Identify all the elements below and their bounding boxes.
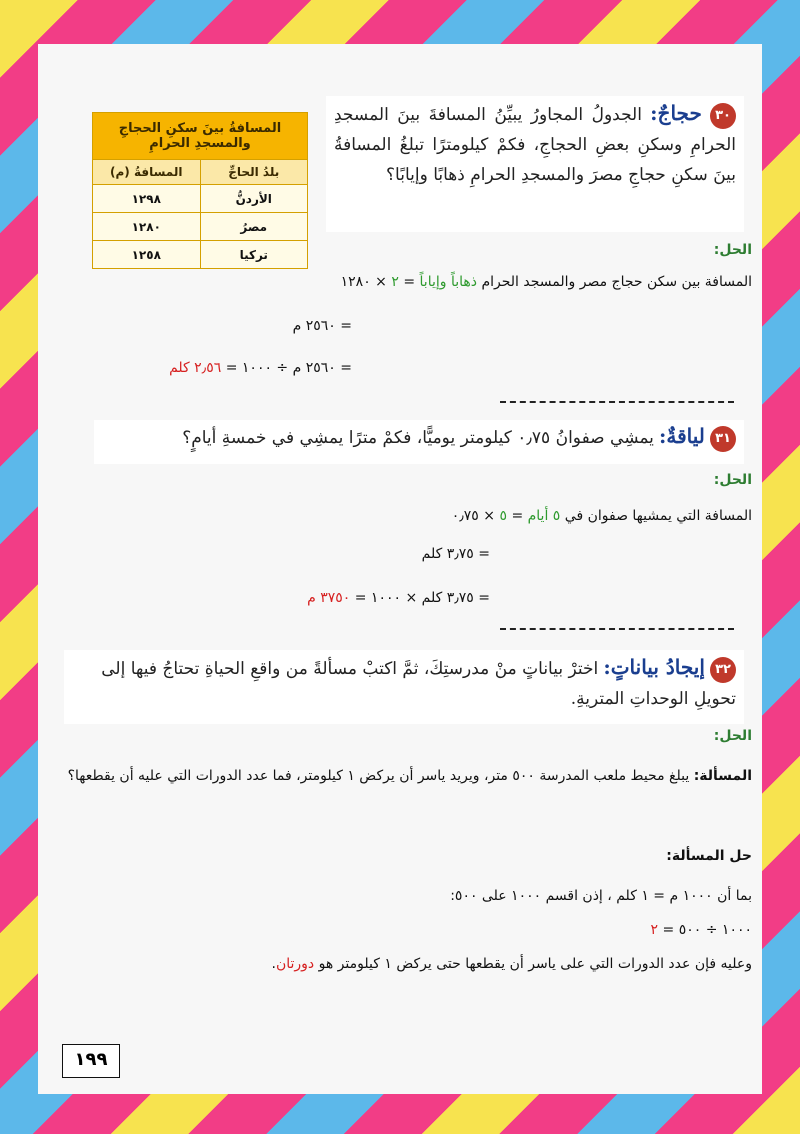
- table-cell-distance: ١٢٩٨: [93, 185, 201, 213]
- table-row: [93, 241, 308, 269]
- solution-label: الحل:: [713, 728, 752, 744]
- page-number: ١٩٩: [62, 1044, 120, 1078]
- table-title: المسافةُ بينَ سكنِ الحجاجِ والمسجدِ الحرامِ: [93, 113, 308, 160]
- equals-sign: =: [511, 508, 524, 524]
- line-text: وعليه فإن عدد الدورات التي على ياسر أن يقطعها حتى يركض ١ كيلومتر هو: [318, 956, 752, 972]
- table-cell-distance: ١٢٥٨: [93, 241, 201, 269]
- q31-solution-line-1: [452, 508, 752, 524]
- answer-red: ٢: [650, 922, 659, 938]
- factor-green: ٥: [499, 508, 507, 524]
- section-divider: [500, 401, 734, 403]
- line-text: .: [271, 956, 276, 972]
- question-number-badge: ٣١: [710, 426, 736, 452]
- highlight-green: ذهاباً وإياباً: [419, 274, 478, 290]
- equals-sign: =: [403, 274, 416, 290]
- question-32-box: [64, 650, 744, 724]
- solve-label: حل المسألة:: [666, 848, 752, 864]
- line-text: = ٣٫٧٥ كلم × ١٠٠٠ =: [354, 590, 490, 606]
- solution-label: الحل:: [713, 472, 752, 488]
- table-row: [93, 185, 308, 213]
- table-cell-country: الأردنُّ: [200, 185, 308, 213]
- factor-green: ٢: [391, 274, 399, 290]
- question-text: يمشِي صفوانُ ٠٫٧٥ كيلومتر يوميًّا، فكمْ مترًا يمشِي في خمسةِ أيامٍ؟: [182, 428, 654, 448]
- q30-solution-line-1: [341, 274, 752, 290]
- table-header-distance: المسافةُ (م): [93, 160, 201, 185]
- problem-statement: [56, 756, 752, 796]
- question-30-box: [326, 96, 744, 232]
- question-number-badge: ٣٠: [710, 103, 736, 129]
- table-cell-distance: ١٢٨٠: [93, 213, 201, 241]
- line-text: المسافة التي يمشيها صفوان في: [564, 508, 752, 524]
- q31-solution-line-3: [307, 590, 490, 606]
- table-header-country: بلدُ الحاجِّ: [200, 160, 308, 185]
- line-text: المسافة بين سكن حجاج مصر والمسجد الحرام: [481, 274, 752, 290]
- solve-line-2: [651, 922, 752, 938]
- solve-line-3: [272, 956, 753, 972]
- table-row: [93, 213, 308, 241]
- q30-solution-line-3: [169, 360, 352, 376]
- table-cell-country: تركيا: [200, 241, 308, 269]
- question-31-box: [94, 420, 744, 464]
- solve-line-1: بما أن ١٠٠٠ م = ١ كلم ، إذن اقسم ١٠٠٠ على ٥٠٠:: [450, 888, 752, 904]
- question-title: إيجادُ بياناتٍ:: [603, 655, 705, 679]
- line-text: × ١٢٨٠: [340, 274, 387, 290]
- line-text: ١٠٠٠ ÷ ٥٠٠ =: [662, 922, 752, 938]
- highlight-green: ٥ أيام: [527, 508, 561, 524]
- q31-solution-line-2: = ٣٫٧٥ كلم: [421, 546, 490, 562]
- line-text: × ٠٫٧٥: [451, 508, 495, 524]
- solution-label: الحل:: [713, 242, 752, 258]
- question-number-badge: ٣٢: [710, 657, 736, 683]
- q30-solution-line-2: = ٢٥٦٠ م: [292, 318, 352, 334]
- table-cell-country: مصرُ: [200, 213, 308, 241]
- question-text: اخترْ بياناتٍ منْ مدرستِكَ، ثمَّ اكتبْ مسألةً من واقعِ الحياةِ تحتاجُ فيها إلى تحويلِ الوحداتِ المتريةِ.: [101, 659, 736, 709]
- section-divider: [500, 628, 734, 630]
- page-sheet: [38, 44, 762, 1094]
- line-text: = ٢٥٦٠ م ÷ ١٠٠٠ =: [225, 360, 352, 376]
- question-title: حجاجٌ:: [650, 101, 702, 125]
- answer-red: دورتان: [275, 956, 315, 972]
- question-text: الجدولُ المجاورُ يبيِّنُ المسافةَ بينَ المسجدِ الحرامِ وسكنِ بعضِ الحجاجِ، فكمْ كيلومترًا تبلغُ المسافةُ بينَ سكنِ حجاجِ مصرَ والمسجدِ الحرامِ ذهابًا وإيابًا؟: [334, 105, 736, 185]
- distance-table: [92, 112, 308, 269]
- question-title: لياقةٌ:: [659, 424, 705, 448]
- answer-red: ٣٧٥٠ م: [307, 590, 351, 606]
- problem-label: المسألة:: [693, 768, 752, 784]
- answer-red: ٢٫٥٦ كلم: [169, 360, 222, 376]
- problem-text: يبلغ محيط ملعب المدرسة ٥٠٠ متر، ويريد ياسر أن يركض ١ كيلومتر، فما عدد الدورات التي عليه أن يقطعها؟: [67, 768, 690, 784]
